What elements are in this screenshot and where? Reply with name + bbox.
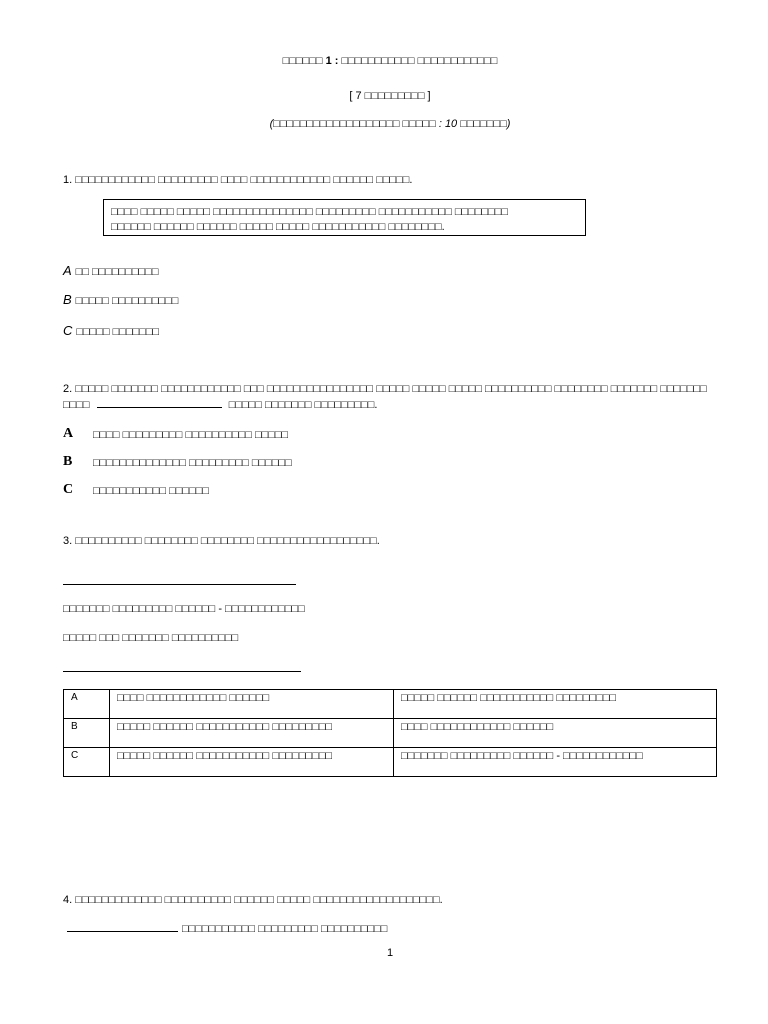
section-title-suffix: □□□□□□□□□□□ □□□□□□□□□□□□ (341, 55, 498, 67)
answer-blank (97, 397, 222, 408)
table-row (64, 748, 717, 777)
question-1-option-a (63, 264, 158, 279)
option-letter: A (63, 263, 72, 278)
table-row (64, 690, 717, 719)
option-letter: C (63, 323, 73, 338)
option-letter: C (63, 482, 74, 497)
option-left-cell: □□□□□ □□□□□□ □□□□□□□□□□□ □□□□□□□□□ (110, 719, 394, 748)
option-right-cell: □□□□□□□ □□□□□□□□□ □□□□□□ - □□□□□□□□□□□□ (394, 748, 717, 777)
question-2-option-a (63, 428, 463, 444)
option-right-cell: □□□□□ □□□□□□ □□□□□□□□□□□ □□□□□□□□□ (394, 690, 717, 719)
option-text: □□□□□□□□□□□ □□□□□□ (93, 485, 210, 497)
question-3-line: □□□□□□□ □□□□□□□□□ □□□□□□ - □□□□□□□□□□□□ (63, 603, 305, 615)
answer-line (63, 671, 301, 672)
option-letter: A (63, 426, 74, 441)
option-right-cell: □□□□ □□□□□□□□□□□□ □□□□□□ (394, 719, 717, 748)
passage-line: □□□□□□ □□□□□□ □□□□□□ □□□□□ □□□□□ □□□□□□□□□□□ □□□□□□□□. (111, 221, 445, 233)
option-left-cell: □□□□□ □□□□□□ □□□□□□□□□□□ □□□□□□□□□ (110, 748, 394, 777)
question-3-stem: 3. □□□□□□□□□□ □□□□□□□□ □□□□□□□□ □□□□□□□□□□□□□□□□□□. (63, 535, 380, 547)
answer-blank (67, 921, 178, 932)
question-3-options-table (63, 689, 717, 777)
question-4-stem: 4. □□□□□□□□□□□□□ □□□□□□□□□□ □□□□□□ □□□□□ □□□□□□□□□□□□□□□□□□□. (63, 894, 443, 906)
option-letter: B (64, 719, 110, 748)
question-2-stem-line-1: 2. □□□□□ □□□□□□□ □□□□□□□□□□□□ □□□ □□□□□□□□□□□□□□□□ □□□□□ □□□□□ □□□□□ □□□□□□□□□□ □□□□□□□□ □□□□□□□ □□□□□□□ (63, 383, 707, 395)
question-2-option-c (63, 484, 463, 500)
question-2-option-b (63, 456, 463, 472)
option-text: □□□□□ □□□□□□□ (76, 326, 160, 338)
stem-text: □□□□ (63, 399, 90, 411)
passage-line: □□□□ □□□□□ □□□□□ □□□□□□□□□□□□□□□ □□□□□□□□□ □□□□□□□□□□□ □□□□□□□□ (111, 206, 509, 218)
question-4-line-2 (67, 921, 387, 936)
answer-line (63, 584, 296, 585)
option-text: □□□□ □□□□□□□□□ □□□□□□□□□□ □□□□□ (93, 429, 289, 441)
section-time: (□□□□□□□□□□□□□□□□□□□ □□□□□ : 10 □□□□□□□) (269, 118, 511, 130)
option-text: □□ □□□□□□□□□□ (75, 266, 159, 278)
question-1-option-c (63, 324, 159, 339)
question-1-option-b (63, 293, 178, 308)
stem-text: □□□□□□□□□□□ □□□□□□□□□ □□□□□□□□□□ (182, 923, 388, 935)
page-number: 1 (386, 947, 394, 959)
option-text: □□□□□□□□□□□□□□ □□□□□□□□□ □□□□□□ (93, 457, 292, 469)
option-letter: B (63, 454, 73, 469)
option-left-cell: □□□□ □□□□□□□□□□□□ □□□□□□ (110, 690, 394, 719)
option-letter: B (63, 292, 72, 307)
question-2-stem-line-2 (63, 397, 377, 412)
section-title-prefix: □□□□□□ (282, 55, 323, 67)
option-letter: C (64, 748, 110, 777)
option-text: □□□□□ □□□□□□□□□□ (75, 295, 179, 307)
question-1-passage-box (103, 199, 586, 236)
section-marks: [ 7 □□□□□□□□□ ] (349, 90, 431, 102)
section-title-number: 1 : (325, 55, 339, 67)
question-3-line: □□□□□ □□□ □□□□□□□ □□□□□□□□□□ (63, 632, 239, 644)
section-title (12, 54, 768, 68)
option-letter: A (64, 690, 110, 719)
table-row (64, 719, 717, 748)
stem-text: □□□□□ □□□□□□□ □□□□□□□□□. (228, 399, 378, 411)
question-1-stem: 1. □□□□□□□□□□□□ □□□□□□□□□ □□□□ □□□□□□□□□□□□ □□□□□□ □□□□□. (63, 174, 413, 186)
